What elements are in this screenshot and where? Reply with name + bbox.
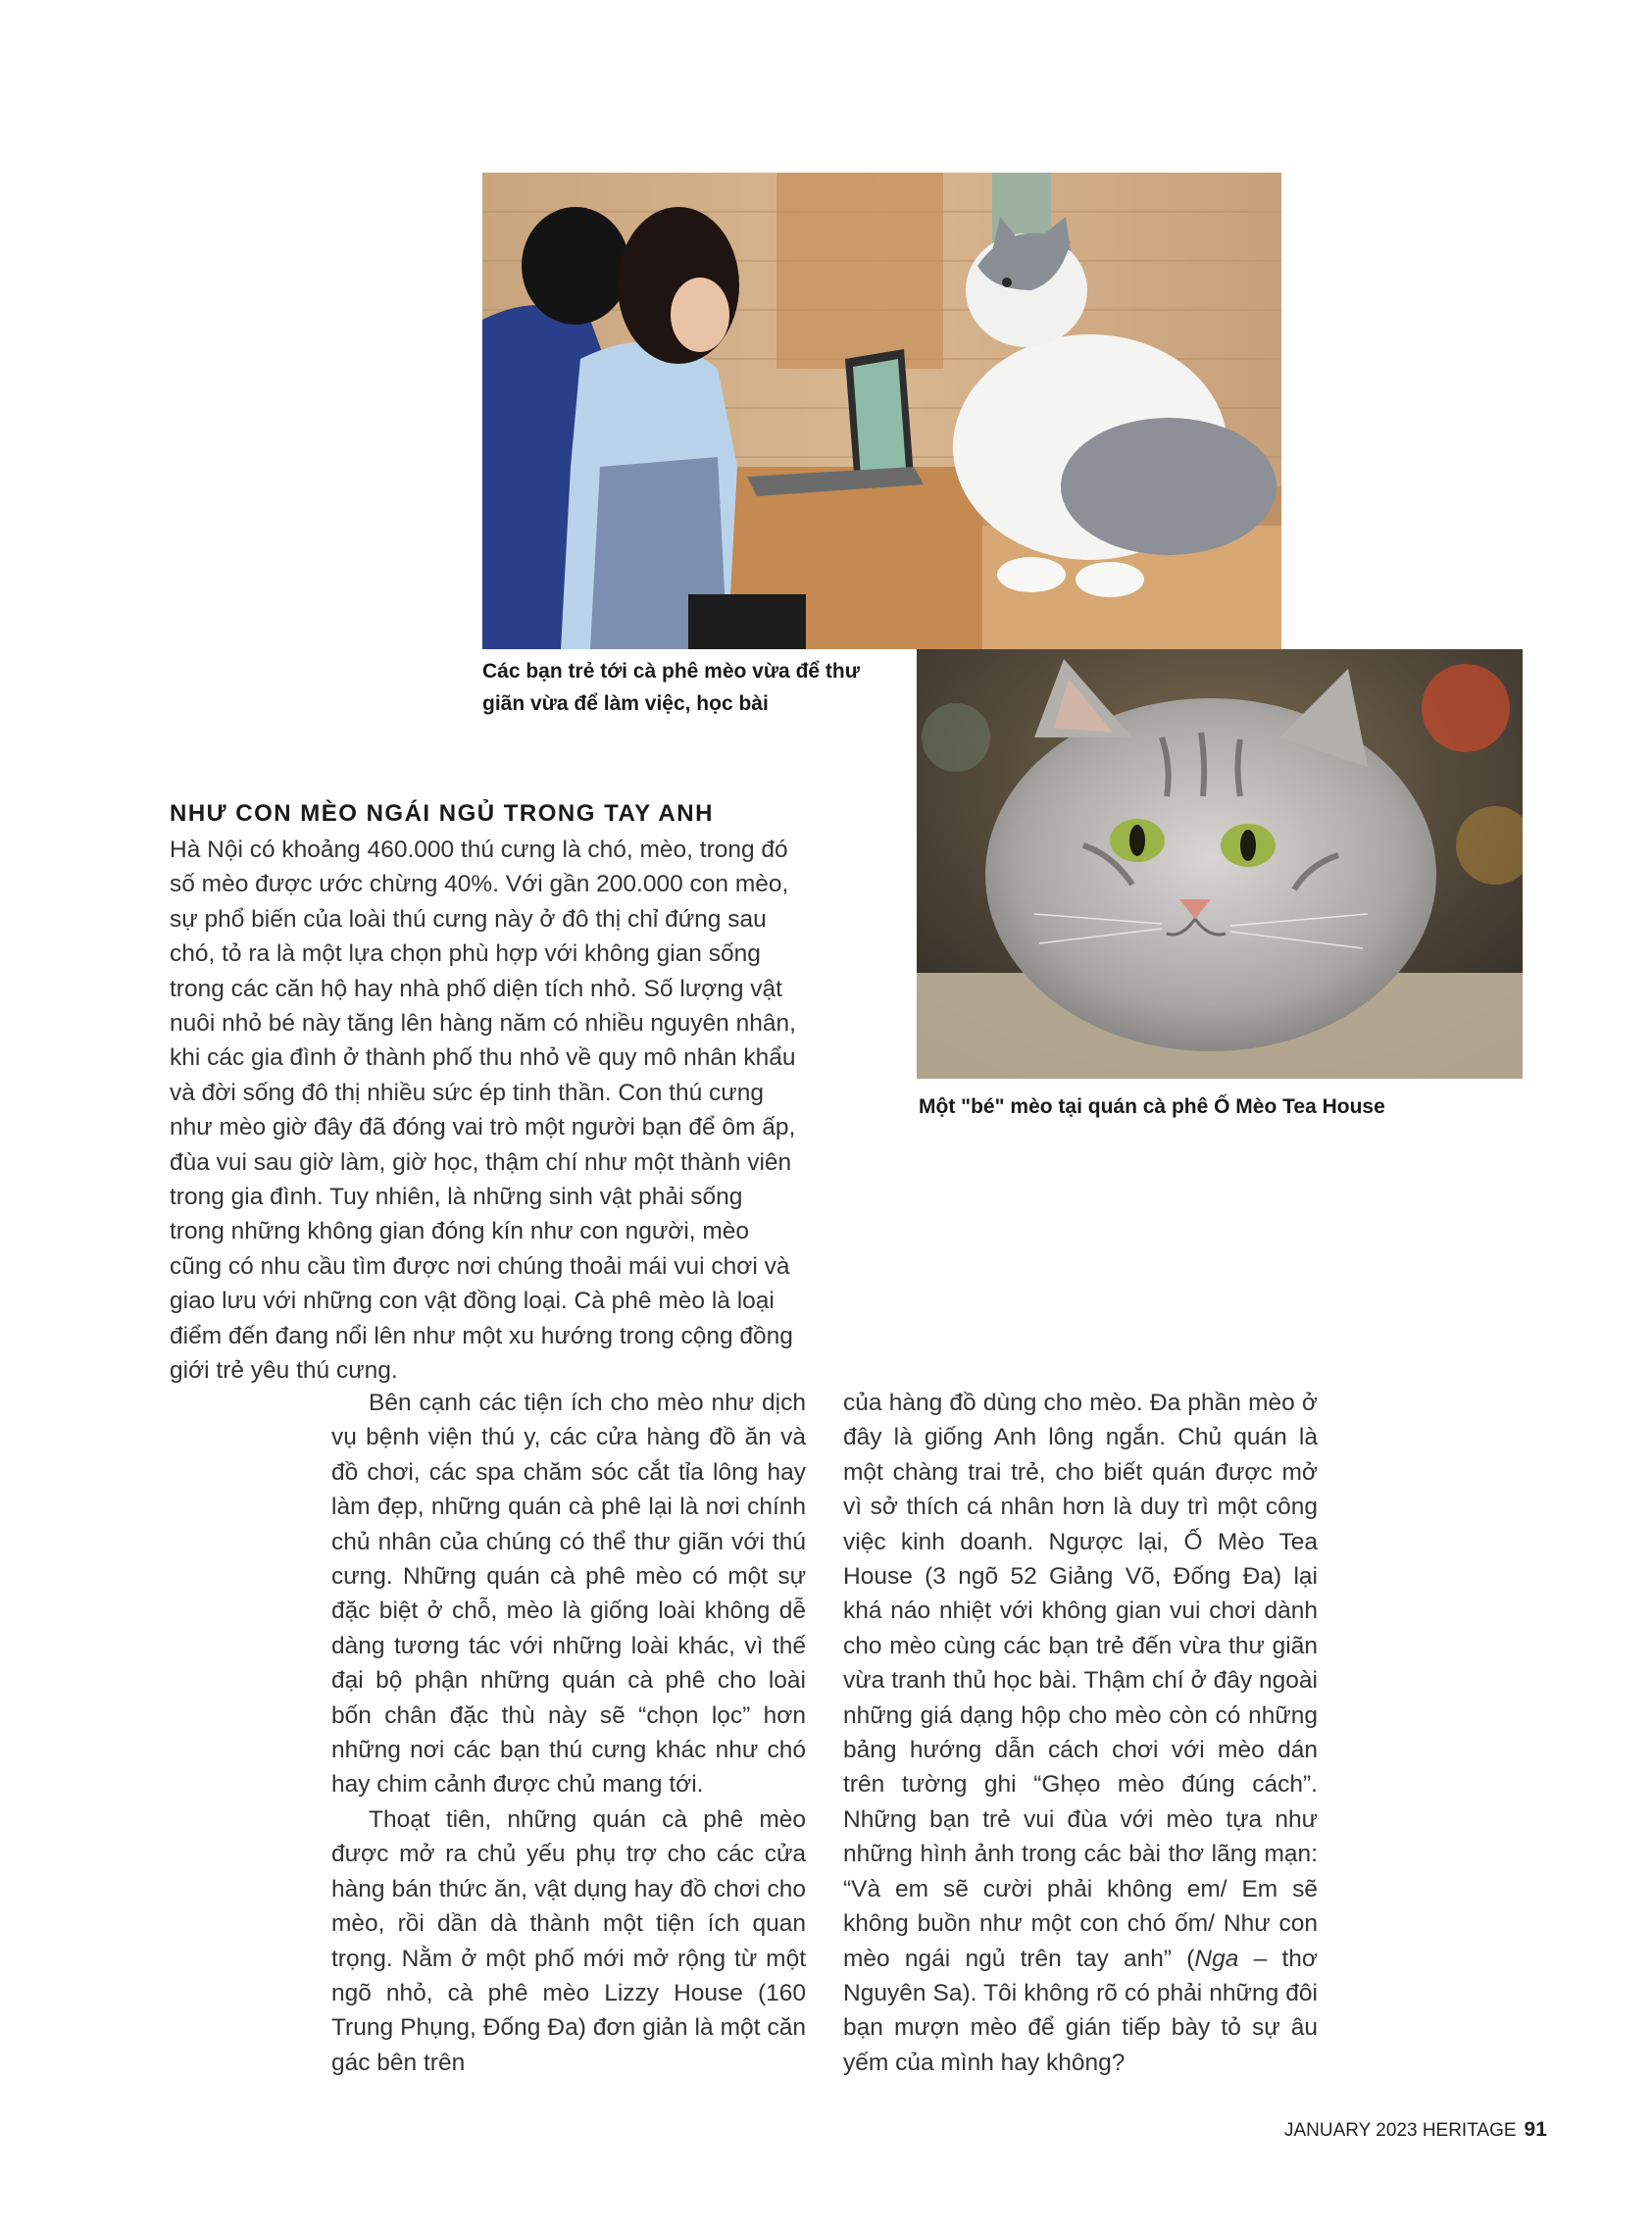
- photo-grey-cat-image: [917, 649, 1523, 1079]
- body-paragraph-2: Thoạt tiên, những quán cà phê mèo được mở ra chủ yếu phụ trợ cho các cửa hàng bán thức ăn, vật dụng hay đồ chơi cho mèo, rồi dần dà thành một tiện ích quan trọng. Nằm ở một phố mới mở rộng từ một ngõ nhỏ, cà phê mèo Lizzy House (160 Trung Phụng, Đống Đa) đơn giản là một căn gác bên trên: [331, 1805, 806, 2076]
- body-paragraph-1: Bên cạnh các tiện ích cho mèo như dịch vụ bệnh viện thú y, các cửa hàng đồ ăn và đồ chơi, các spa chăm sóc cắt tỉa lông hay làm đẹp, những quán cà phê lại là nơi chính chủ nhân của chúng có thể thư giãn với thú cưng. Những quán cà phê mèo có một sự đặc biệt ở chỗ, mèo là giống loài không dễ dàng tương tác với những loài khác, vì thế đại bộ phận những quán cà phê cho loài bốn chân đặc thù này sẽ “chọn lọc” hơn những nơi các bạn thú cưng khác như chó hay chim cảnh được chủ mang tới.: [331, 1390, 806, 1799]
- intro-paragraph: Hà Nội có khoảng 460.000 thú cưng là chó, mèo, trong đó số mèo được ước chừng 40%. Với gần 200.000 con mèo, sự phổ biến của loài thú cưng này ở đô thị chỉ đứng sau chó, tỏ ra là một lựa chọn phù hợp với không gian sống trong các căn hộ hay nhà phố diện tích nhỏ. Số lượng vật nuôi nhỏ bé này tăng lên hàng năm có nhiều nguyên nhân, khi các gia đình ở thành phố thu nhỏ về quy mô nhân khẩu và đời sống đô thị nhiều sức ép tinh thần. Con thú cưng như mèo giờ đây đã đóng vai trò một người bạn để ôm ấp, đùa vui sau giờ làm, giờ học, thậm chí như một thành viên trong gia đình. Tuy nhiên, là những sinh vật phải sống trong những không gian đóng kín như con người, mèo cũng có nhu cầu tìm được nơi chúng thoải mái vui chơi và giao lưu với những con vật đồng loại. Cà phê mèo là loại điểm đến đang nổi lên như một xu hướng trong cộng đồng giới trẻ yêu thú cưng.: [170, 837, 796, 1385]
- body-text-part-b: – thơ Nguyên Sa). Tôi không rõ có phải những đôi bạn mượn mèo để gián tiếp bày tỏ sự âu yếm của mình hay không?: [843, 1945, 1318, 2076]
- page-footer: [1284, 2118, 1547, 2142]
- photo-grey-cat: [917, 649, 1523, 1079]
- page-number: 91: [1524, 2118, 1547, 2141]
- poem-title: Nga: [1194, 1945, 1239, 1972]
- body-column-left: [331, 1386, 806, 2080]
- body-text-part-a: của hàng đồ dùng cho mèo. Đa phần mèo ở đây là giống Anh lông ngắn. Chủ quán là một chàng trai trẻ, cho biết quán được mở vì sở thích cá nhân hơn là duy trì một công việc kinh doanh. Ngược lại, Ố Mèo Tea House (3 ngõ 52 Giảng Võ, Đống Đa) lại khá náo nhiệt với không gian vui chơi dành cho mèo cùng các bạn trẻ đến vừa thư giãn vừa tranh thủ học bài. Thậm chí ở đây ngoài những giá dạng hộp cho mèo còn có những bảng hướng dẫn cách chơi với mèo dán trên tường ghi “Ghẹo mèo đúng cách”. Những bạn trẻ vui đùa với mèo tựa như những hình ảnh trong các bài thơ lãng mạn: “Và em sẽ cười phải không em/ Em sẽ không buồn như một con chó ốm/ Như con mèo ngái ngủ trên tay anh” (: [843, 1390, 1318, 1972]
- photo-caption-1: Các bạn trẻ tới cà phê mèo vừa để thư giãn vừa để làm việc, học bài: [482, 660, 860, 715]
- body-column-right: [843, 1386, 1318, 2080]
- footer-issue: JANUARY 2023 HERITAGE: [1284, 2120, 1517, 2141]
- body-paragraph-continued: [843, 1386, 1318, 2080]
- photo-cafe-working: [482, 173, 1281, 649]
- section-heading: NHƯ CON MÈO NGÁI NGỦ TRONG TAY ANH: [170, 800, 714, 827]
- photo-cafe-working-image: [482, 173, 1281, 649]
- photo-caption-2: Một "bé" mèo tại quán cà phê Ố Mèo Tea House: [919, 1095, 1385, 1118]
- intro-block: [170, 833, 803, 1389]
